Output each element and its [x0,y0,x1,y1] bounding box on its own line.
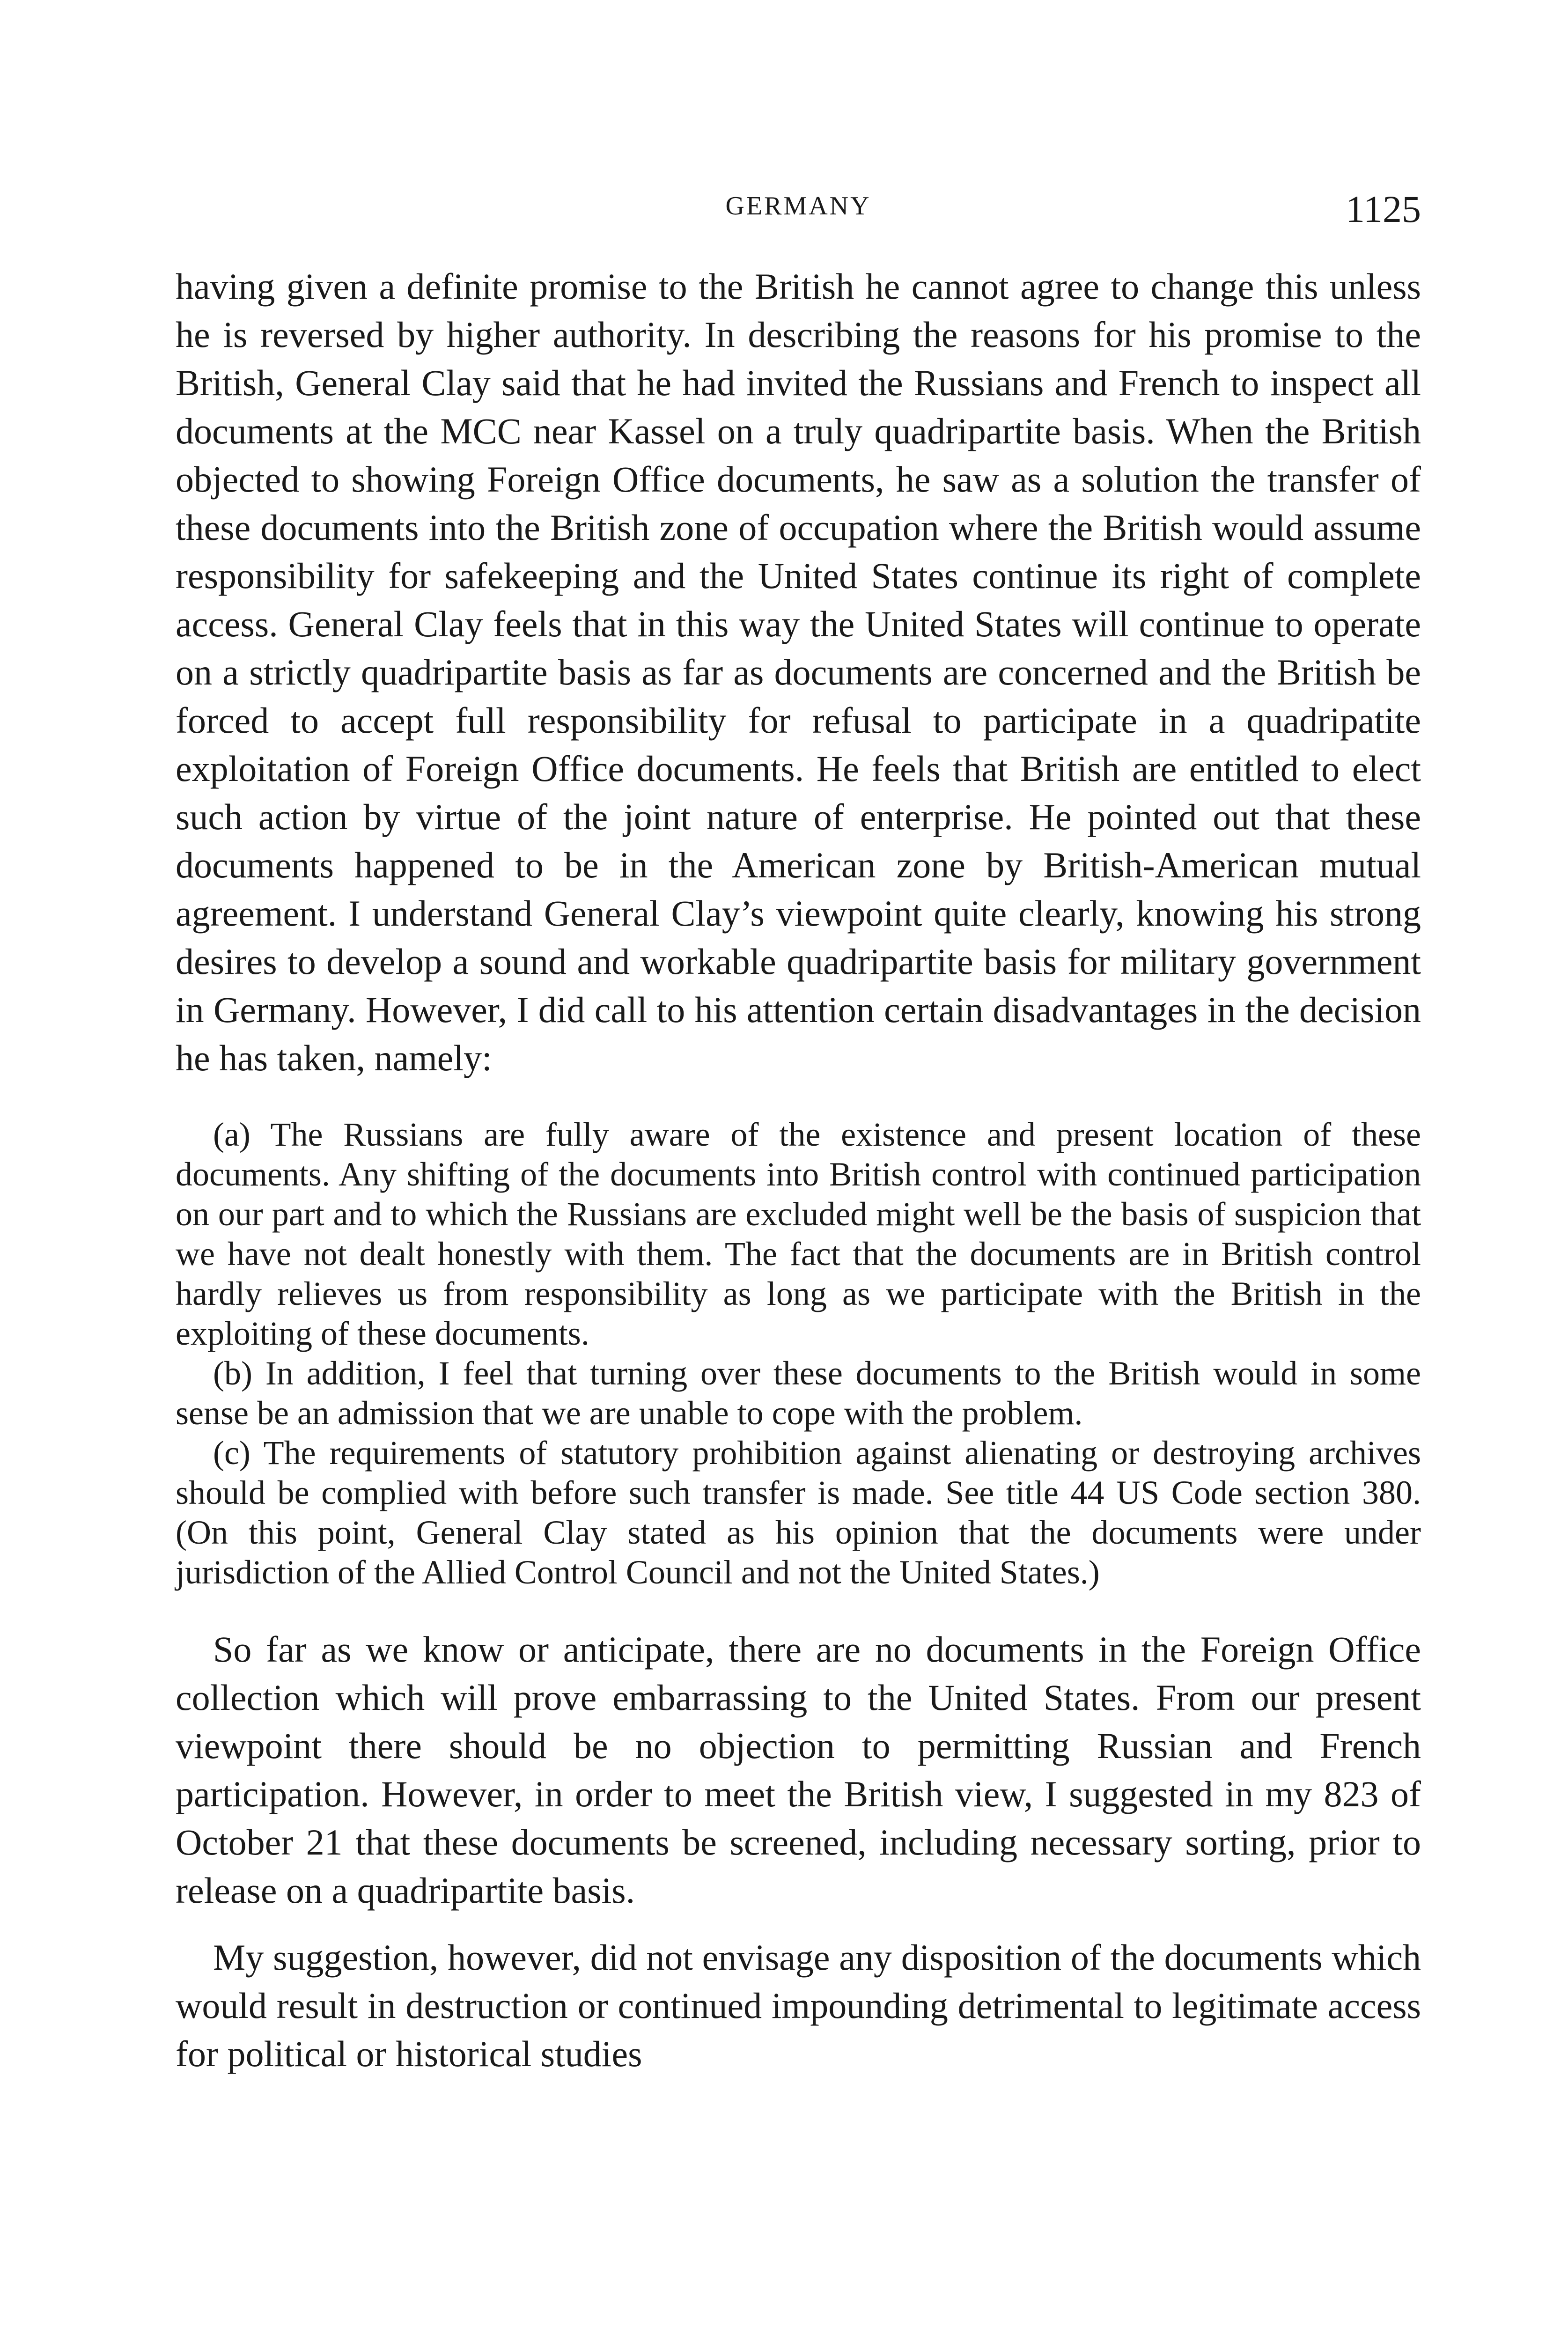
running-head: GERMANY [725,191,871,221]
quoted-item-c: (c) The requirements of statutory prohibition against alienating or destroying archives should be complied with before such transfer is made. See title 44 US Code section 380. (On this point, General Clay stated as his opinion that the documents were under jurisdiction of the Allied Control Council and not the United States.) [176,1434,1421,1591]
page-number: 1125 [1346,188,1421,230]
document-page [176,0,1421,2341]
quoted-item-b: (b) In addition, I feel that turning over these documents to the British would in some sense be an admission that we are unable to cope with the problem. [176,1355,1421,1432]
page-header [176,187,1421,234]
quoted-telegram-items [176,1115,1421,1592]
paragraph-3: My suggestion, however, did not envisage any disposition of the documents which would result in destruction or continued impounding detrimental to legitimate access for political or historical studies [176,1937,1421,2074]
body-text [176,262,1421,2078]
quoted-item-a: (a) The Russians are fully aware of the existence and present location of these documents. Any shifting of the documents into British control with continued participation on our part and to which the Russians are excluded might well be the basis of suspicion that we have not dealt honestly with them. The fact that the documents are in British control hardly relieves us from responsibility as long as we participate with the British in the exploiting of these documents. [176,1116,1421,1352]
paragraph-2: So far as we know or anticipate, there are no documents in the Foreign Office collection which will prove embarrassing to the United States. From our present viewpoint there should be no objection to permitting Russian and French participation. However, in order to meet the British view, I suggested in my 823 of October 21 that these documents be screened, including necessary sorting, prior to release on a quadripartite basis. [176,1629,1421,1911]
paragraph-1: having given a definite promise to the British he cannot agree to change this unless he is reversed by higher authority. In describing the reasons for his promise to the British, General Clay said that he had invited the Russians and French to inspect all documents at the MCC near Kassel on a truly quadripartite basis. When the British objected to showing Foreign Office documents, he saw as a solution the transfer of these documents into the British zone of occupation where the British would assume responsibility for safekeeping and the United States continue its right of complete access. General Clay feels that in this way the United States will continue to operate on a strictly quadripartite basis as far as documents are concerned and the British be forced to accept full responsibility for refusal to participate in a quadripatite exploitation of Foreign Office documents. He feels that British are entitled to elect such action by virtue of the joint nature of enterprise. He pointed out that these documents happened to be in the American zone by British-American mutual agreement. I understand General Clay’s viewpoint quite clearly, knowing his strong desires to develop a sound and workable quadripartite basis for military government in Germany. However, I did call to his attention certain disadvantages in the decision he has taken, namely: [176,266,1421,1078]
